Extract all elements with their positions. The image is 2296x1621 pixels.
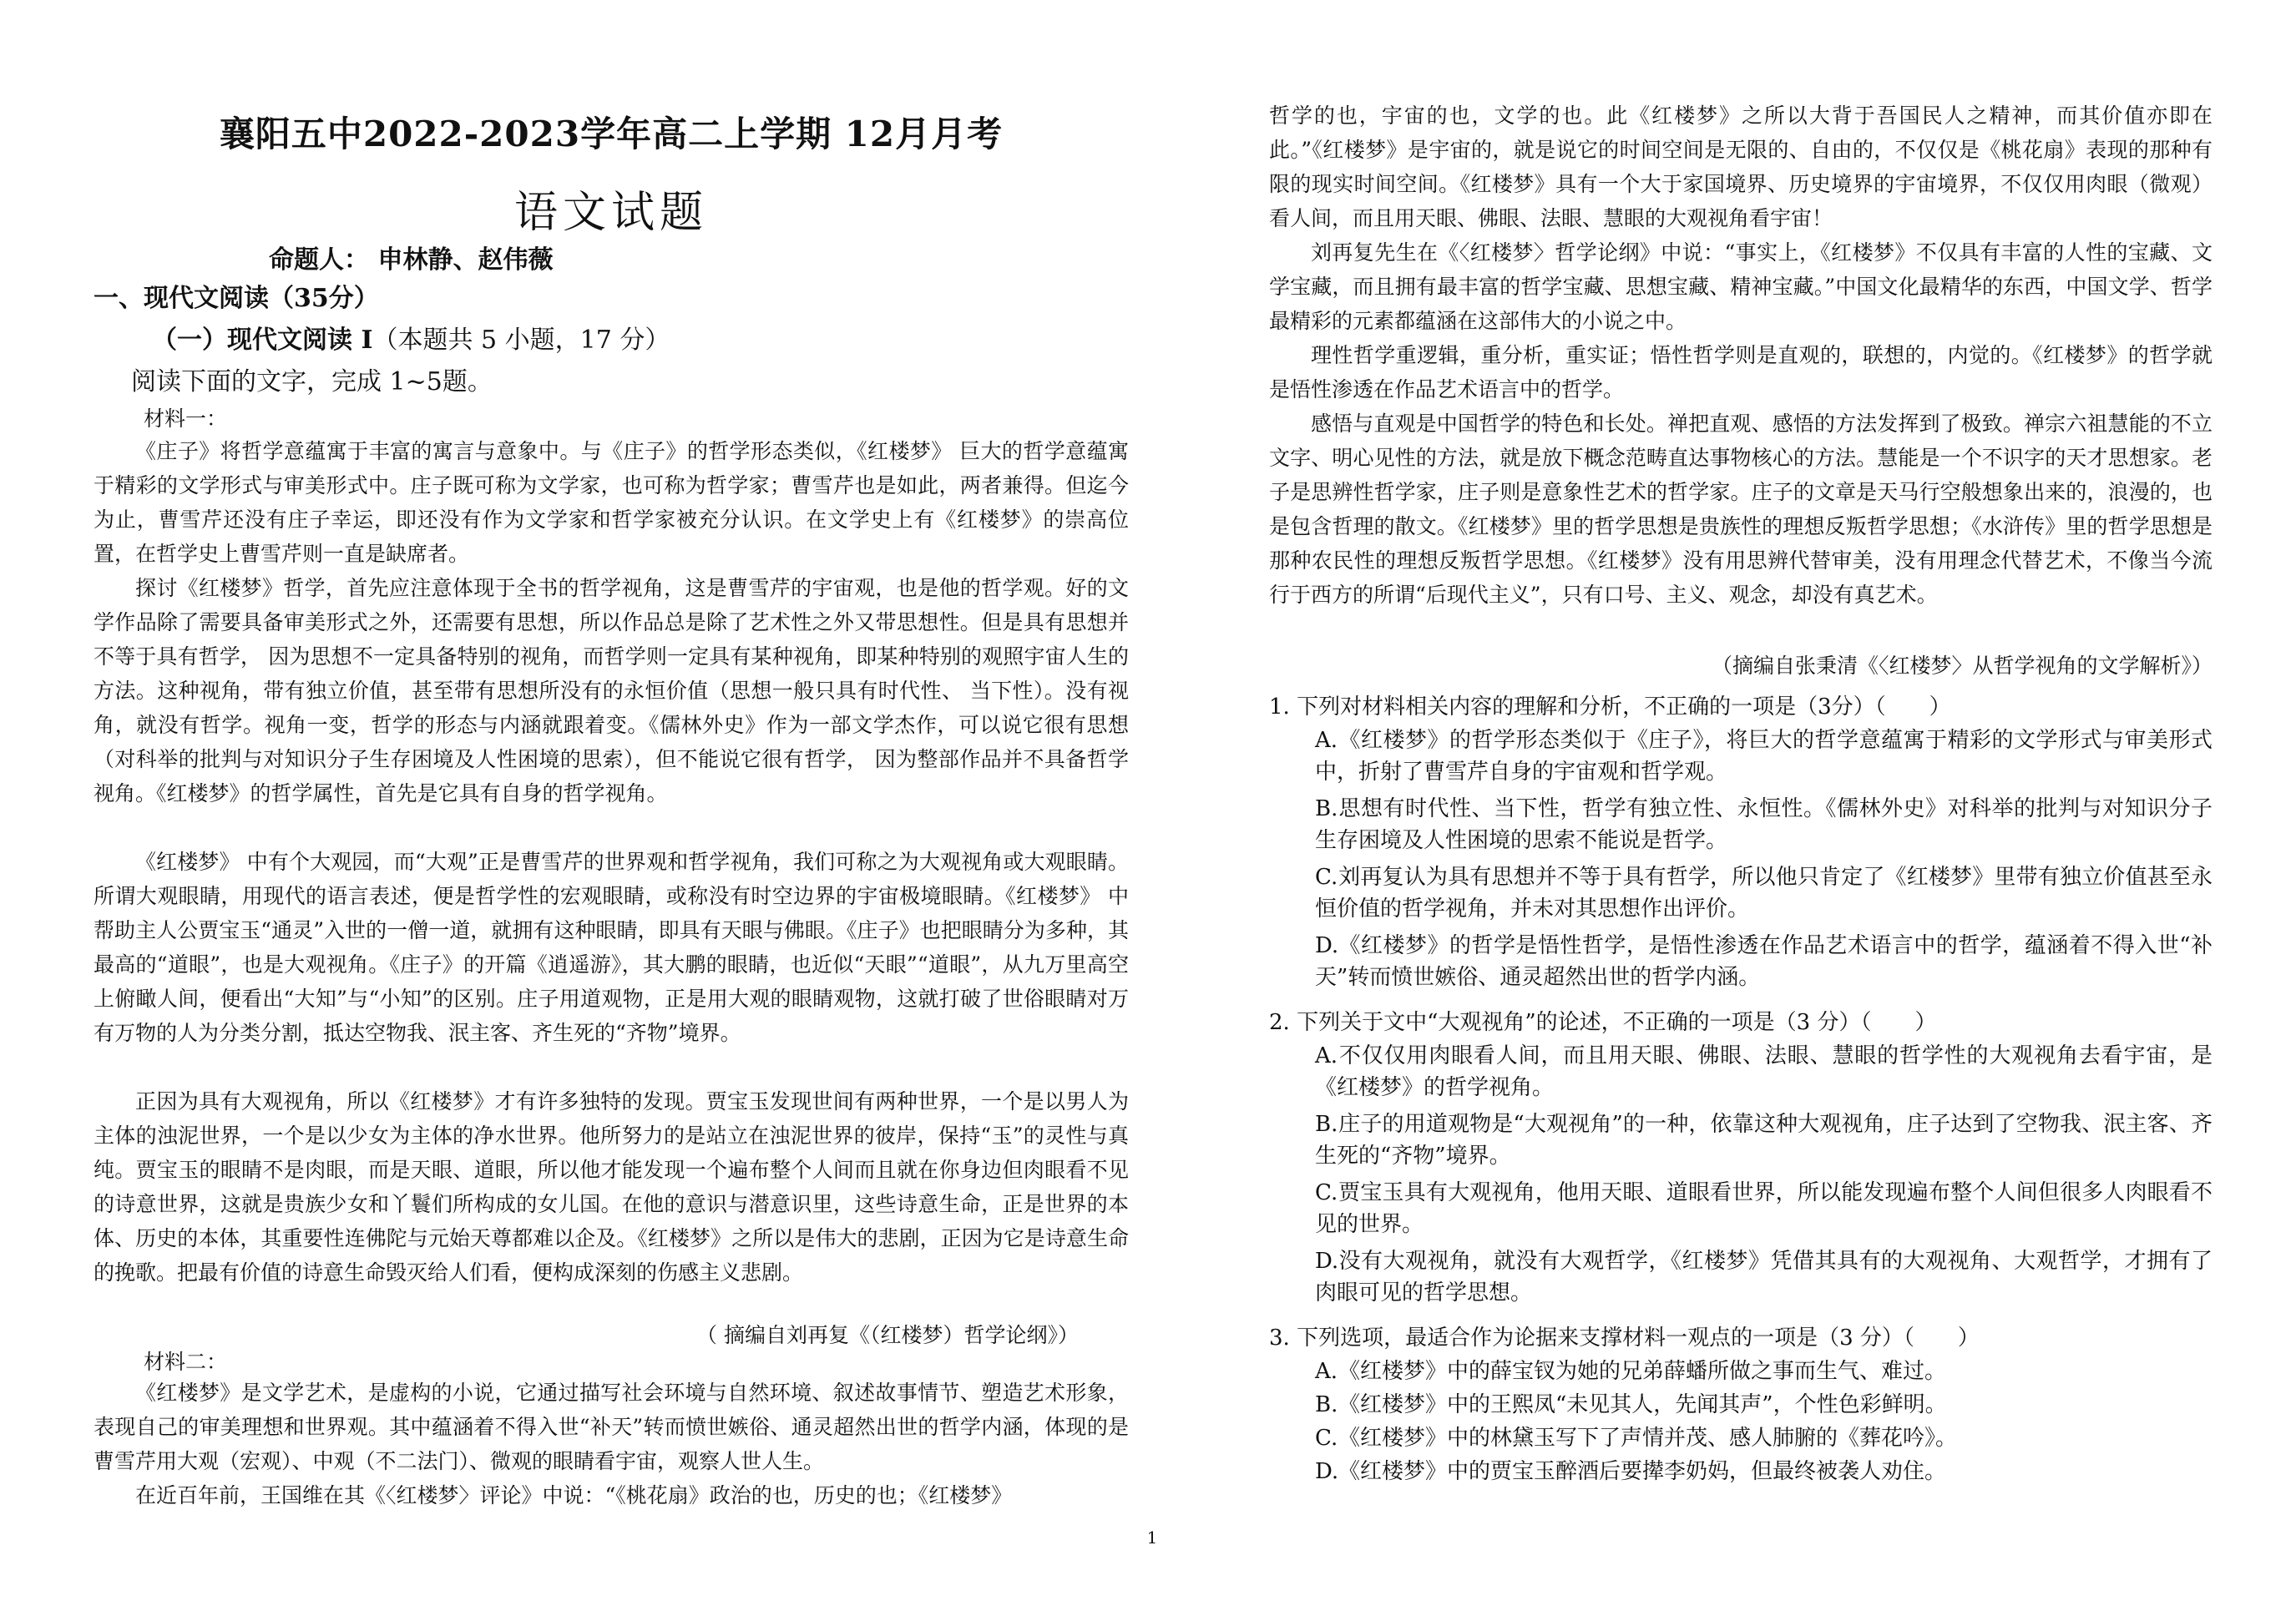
material2-paragraph: 刘再复先生在《〈红楼梦〉哲学论纲》中说：“事实上，《红楼梦》不仅具有丰富的人性的宝藏、文学宝藏，而且拥有最丰富的哲学宝藏、思想宝藏、精神宝藏。”中国文化最精华的东西，中国文学、哲学最精彩的元素都蕴涵在这部伟大的小说之中。 — [1269, 240, 2213, 333]
option-text: 《红楼梦》中的薛宝钗为她的兄弟薛蟠所做之事而生气、难过。 — [1338, 1359, 1947, 1384]
material2-source: （摘编自张秉清《〈红楼梦〉从哲学视角的文学解析》） — [1711, 654, 2213, 678]
option-key: B. — [1315, 796, 1338, 821]
question-stem: 1. 下列对材料相关内容的理解和分析，不正确的一项是（3分）（ ） — [1269, 694, 1951, 720]
option-text: 《红楼梦》的哲学是悟性哲学，是悟性渗透在作品艺术语言中的哲学，蕴涵着不得入世“补天”转而愤世嫉俗、通灵超然出世的哲学内涵。 — [1315, 933, 2213, 990]
option-key: B. — [1315, 1392, 1338, 1417]
material1-label: 材料一： — [144, 407, 228, 431]
question-option — [1315, 1245, 2213, 1309]
option-key: A. — [1315, 728, 1338, 753]
question-option — [1315, 1177, 2213, 1240]
subsection-note: （本题共 5 小题，17 分） — [372, 326, 670, 355]
option-key: C. — [1315, 865, 1338, 890]
material2-paragraph: 理性哲学重逻辑，重分析，重实证；悟性哲学则是直观的，联想的，内觉的。《红楼梦》的哲学就是悟性渗透在作品艺术语言中的哲学。 — [1269, 343, 2213, 401]
question-option — [1315, 1456, 2213, 1487]
option-text: 《红楼梦》中的贾宝玉醉酒后要撵李奶妈，但最终被袭人劝住。 — [1338, 1459, 1947, 1484]
option-text: 没有大观视角，就没有大观哲学，《红楼梦》凭借其具有的大观视角、大观哲学，才拥有了肉眼可见的哲学思想。 — [1315, 1249, 2213, 1305]
material1-paragraph: 探讨《红楼梦》哲学，首先应注意体现于全书的哲学视角，这是曹雪芹的宇宙观，也是他的哲学观。好的文学作品除了需要具备审美形式之外，还需要有思想，所以作品总是除了艺术性之外又带思想性。但是具有思想并不等于具有哲学， 因为思想不一定具备特别的视角，而哲学则一定具有某种视角，即某种特别的观照宇宙人生的方法。这种视角，带有独立价值，甚至带有思想所没有的永恒价值（思想一般只具有时代性、 当下性）。没有视角，就没有哲学。视角一变，哲学的形态与内涵就跟着变。《儒林外史》作为一部文学杰作，可以说它很有思想（对科举的批判与对知识分子生存困境及人性困境的思索），但不能说它很有哲学， 因为整部作品并不具备哲学视角。《红楼梦》的哲学属性，首先是它具有自身的哲学视角。 — [94, 576, 1129, 805]
option-text: 不仅仅用肉眼看人间，而且用天眼、佛眼、法眼、慧眼的哲学性的大观视角去看宇宙，是《红楼梦》的哲学视角。 — [1315, 1043, 2213, 1100]
option-key: C. — [1315, 1180, 1338, 1205]
question-setters: 命题人： 申林静、赵伟薇 — [269, 245, 554, 275]
reading-instruction: 阅读下面的文字，完成 1~5题。 — [131, 367, 493, 396]
material2-continuation: 哲学的也，宇宙的也，文学的也。此《红楼梦》之所以大背于吾国民人之精神，而其价值亦即在此。”《红楼梦》是宇宙的，就是说它的时间空间是无限的、自由的，不仅仅是《桃花扇》表现的那种有限的现实时间空间。《红楼梦》具有一个大于家国境界、历史境界的宇宙境界，不仅仅用肉眼（微观）看人间，而且用天眼、佛眼、法眼、慧眼的大观视角看宇宙！ — [1269, 104, 2213, 230]
option-key: C. — [1315, 1426, 1338, 1451]
question-option — [1315, 1108, 2213, 1172]
question-option — [1315, 793, 2213, 856]
question-option — [1315, 1389, 2213, 1421]
subsection-title: （一）现代文阅读 Ⅰ — [152, 326, 373, 355]
material1-source: （ 摘编自刘再复《（红楼梦）哲学论纲》） — [696, 1323, 1079, 1347]
material2-paragraph: 《红楼梦》是文学艺术，是虚构的小说，它通过描写社会环境与自然环境、叙述故事情节、塑造艺术形象，表现自己的审美理想和世界观。其中蕴涵着不得入世“补天”转而愤世嫉俗、通灵超然出世的哲学内涵，体现的是曹雪芹用大观（宏观）、中观（不二法门）、微观的眼睛看宇宙，观察人世人生。 — [94, 1381, 1129, 1473]
question-option — [1315, 861, 2213, 925]
option-key: A. — [1315, 1043, 1338, 1068]
subsection-heading — [152, 319, 670, 356]
option-text: 《红楼梦》中的王熙凤“未见其人，先闻其声”，个性色彩鲜明。 — [1338, 1392, 1947, 1417]
question-stem: 2. 下列关于文中“大观视角”的论述，不正确的一项是（3 分）（ ） — [1269, 1010, 1937, 1035]
question-option — [1315, 725, 2213, 788]
option-text: 《红楼梦》的哲学形态类似于《庄子》，将巨大的哲学意蕴寓于精彩的文学形式与审美形式中，折射了曹雪芹自身的宇宙观和哲学观。 — [1315, 728, 2213, 785]
option-text: 刘再复认为具有思想并不等于具有哲学，所以他只肯定了《红楼梦》里带有独立价值甚至永恒价值的哲学视角，并未对其思想作出评价。 — [1315, 865, 2213, 922]
question-option — [1315, 1040, 2213, 1103]
option-key: B. — [1315, 1112, 1338, 1137]
option-key: D. — [1315, 933, 1339, 958]
section-heading: 一、现代文阅读（35分） — [94, 284, 379, 313]
material1-paragraph: 正因为具有大观视角，所以《红楼梦》才有许多独特的发现。贾宝玉发现世间有两种世界，一个是以男人为主体的浊泥世界，一个是以少女为主体的净水世界。他所努力的是站立在浊泥世界的彼岸，保持“玉”的灵性与真纯。贾宝玉的眼睛不是肉眼，而是天眼、道眼，所以他才能发现一个遍布整个人间而且就在你身边但肉眼看不见的诗意世界，这就是贵族少女和丫鬟们所构成的女儿国。在他的意识与潜意识里，这些诗意生命，正是世界的本体、历史的本体，其重要性连佛陀与元始天尊都难以企及。《红楼梦》之所以是伟大的悲剧，正因为它是诗意生命的挽歌。把最有价值的诗意生命毁灭给人们看，便构成深刻的伤感主义悲剧。 — [94, 1089, 1129, 1285]
question-option — [1315, 930, 2213, 993]
material1-paragraph: 《红楼梦》 中有个大观园，而“大观”正是曹雪芹的世界观和哲学视角，我们可称之为大观视角或大观眼睛。所谓大观眼睛，用现代的语言表述，便是哲学性的宏观眼睛，或称没有时空边界的宇宙极境眼睛。《红楼梦》 中帮助主人公贾宝玉“通灵”入世的一僧一道，就拥有这种眼睛，即具有天眼与佛眼。《庄子》也把眼睛分为多种，其最高的“道眼”，也是大观视角。《庄子》的开篇《逍遥游》，其大鹏的眼睛，也近似“天眼”“道眼”，从九万里高空上俯瞰人间，便看出“大知”与“小知”的区别。庄子用道观物，正是用大观的眼睛观物，这就打破了世俗眼睛对万有万物的人为分类分割，抵达空物我、泯主客、齐生死的“齐物”境界。 — [94, 850, 1129, 1045]
option-text: 思想有时代性、当下性，哲学有独立性、永恒性。《儒林外史》对科举的批判与对知识分子生存困境及人性困境的思索不能说是哲学。 — [1315, 796, 2213, 853]
page-number: 1 — [1146, 1528, 1158, 1548]
option-text: 贾宝玉具有大观视角，他用天眼、道眼看世界，所以能发现遍布整个人间但很多人肉眼看不见的世界。 — [1315, 1180, 2213, 1237]
material2-paragraph: 在近百年前，王国维在其《〈红楼梦〉评论》中说：“《桃花扇》政治的也，历史的也；《红楼梦》 — [135, 1483, 1013, 1507]
option-key: D. — [1315, 1249, 1339, 1274]
question-stem: 3. 下列选项，最适合作为论据来支撑材料一观点的一项是（3 分）（ ） — [1269, 1326, 1980, 1351]
option-key: A. — [1315, 1359, 1338, 1384]
material2-label: 材料二： — [144, 1350, 228, 1374]
question-option — [1315, 1422, 2213, 1454]
material2-paragraph: 感悟与直观是中国哲学的特色和长处。禅把直观、感悟的方法发挥到了极致。禅宗六祖慧能的不立文字、明心见性的方法，就是放下概念范畴直达事物核心的方法。慧能是一个不识字的天才思想家。老子是思辨性哲学家，庄子则是意象性艺术的哲学家。庄子的文章是天马行空般想象出来的，浪漫的，也是包含哲理的散文。《红楼梦》里的哲学思想是贵族性的理想反叛哲学思想；《水浒传》里的哲学思想是那种农民性的理想反叛哲学思想。《红楼梦》没有用思辨代替审美，没有用理念代替艺术，不像当今流行于西方的所谓“后现代主义”，只有口号、主义、观念，却没有真艺术。 — [1269, 412, 2213, 607]
exam-title: 襄阳五中2022-2023学年高二上学期 12月月考 — [219, 114, 1004, 154]
option-key: D. — [1315, 1459, 1339, 1484]
material1-paragraph: 《庄子》将哲学意蕴寓于丰富的寓言与意象中。与《庄子》的哲学形态类似，《红楼梦》 巨大的哲学意蕴寓于精彩的文学形式与审美形式中。庄子既可称为文学家，也可称为哲学家；曹雪芹也是如此，两者兼得。但迄今为止，曹雪芹还没有庄子幸运，即还没有作为文学家和哲学家被充分认识。在文学史上有《红楼梦》的崇高位置，在哲学史上曹雪芹则一直是缺席者。 — [94, 439, 1129, 566]
option-text: 庄子的用道观物是“大观视角”的一种，依靠这种大观视角，庄子达到了空物我、泯主客、齐生死的“齐物”境界。 — [1315, 1112, 2213, 1169]
question-option — [1315, 1356, 2213, 1387]
subject-title: 语文试题 — [513, 188, 708, 238]
option-text: 《红楼梦》中的林黛玉写下了声情并茂、感人肺腑的《葬花吟》。 — [1338, 1426, 1958, 1451]
